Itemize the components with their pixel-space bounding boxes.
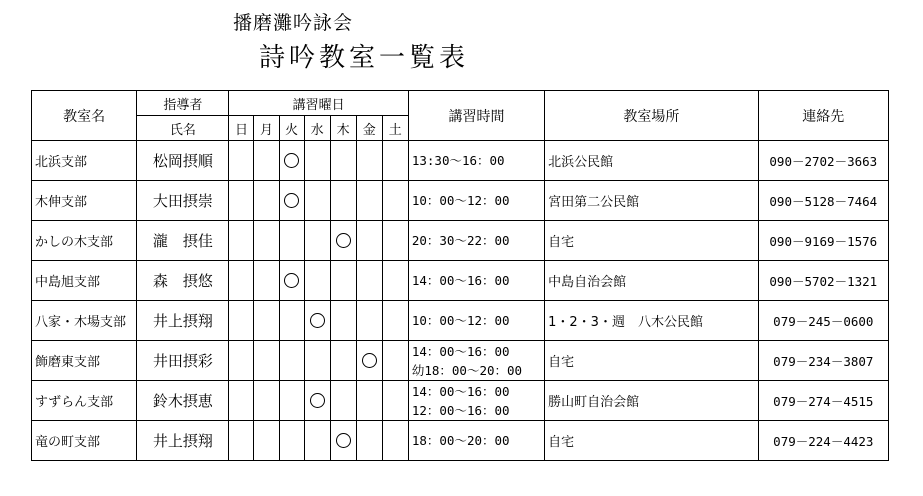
day-cell xyxy=(330,221,356,261)
day-cell xyxy=(254,141,279,181)
header-day-sat: 土 xyxy=(382,116,408,141)
class-place: 宮田第二公民館 xyxy=(545,181,758,221)
day-cell xyxy=(254,221,279,261)
day-cell xyxy=(279,141,304,181)
day-marker-circle-icon xyxy=(284,273,299,288)
day-cell xyxy=(382,381,408,421)
table-row xyxy=(32,421,889,461)
class-time-line: 14：00～16：00 xyxy=(411,383,510,399)
class-place: 自宅 xyxy=(545,221,758,261)
day-cell xyxy=(330,181,356,221)
leader-name: 松岡摂順 xyxy=(137,141,229,181)
day-cell xyxy=(229,301,254,341)
day-cell xyxy=(279,381,304,421)
contact-number: 079－274－4515 xyxy=(758,381,888,421)
class-place: 自宅 xyxy=(545,421,758,461)
day-cell xyxy=(304,381,330,421)
day-cell xyxy=(356,181,382,221)
day-cell xyxy=(229,261,254,301)
header-place: 教室場所 xyxy=(545,91,758,141)
class-time xyxy=(408,381,544,421)
contact-number: 079－224－4423 xyxy=(758,421,888,461)
class-time xyxy=(408,301,544,341)
day-cell xyxy=(356,421,382,461)
day-cell xyxy=(229,221,254,261)
day-cell xyxy=(279,261,304,301)
header-day-wed: 水 xyxy=(304,116,330,141)
day-cell xyxy=(382,341,408,381)
day-cell xyxy=(382,261,408,301)
day-marker-circle-icon xyxy=(284,153,299,168)
classroom-name: 木伸支部 xyxy=(32,181,137,221)
day-cell xyxy=(229,141,254,181)
class-place: 自宅 xyxy=(545,341,758,381)
class-time xyxy=(408,261,544,301)
day-cell xyxy=(279,221,304,261)
contact-number: 090－2702－3663 xyxy=(758,141,888,181)
class-time-line: 10：00～12：00 xyxy=(411,313,510,328)
day-cell xyxy=(304,141,330,181)
classroom-name: 北浜支部 xyxy=(32,141,137,181)
day-cell xyxy=(330,141,356,181)
contact-number: 090－5128－7464 xyxy=(758,181,888,221)
day-cell xyxy=(356,141,382,181)
header-day-mon: 月 xyxy=(254,116,279,141)
day-cell xyxy=(382,141,408,181)
day-marker-circle-icon xyxy=(284,193,299,208)
leader-name: 井上摂翔 xyxy=(137,421,229,461)
day-cell xyxy=(356,221,382,261)
table-row xyxy=(32,341,889,381)
leader-name: 瀧 摂佳 xyxy=(137,221,229,261)
contact-number: 090－5702－1321 xyxy=(758,261,888,301)
day-cell xyxy=(382,301,408,341)
day-marker-circle-icon xyxy=(310,393,325,408)
day-cell xyxy=(304,181,330,221)
header-days: 講習曜日 xyxy=(229,91,408,116)
header-contact: 連絡先 xyxy=(758,91,888,141)
class-time-line: 18：00～20：00 xyxy=(411,433,510,448)
class-time-line: 10：00～12：00 xyxy=(411,193,510,208)
day-cell xyxy=(279,421,304,461)
day-cell xyxy=(304,341,330,381)
day-cell xyxy=(382,221,408,261)
page-title: 詩吟教室一覧表 xyxy=(259,43,470,73)
contact-number: 079－234－3807 xyxy=(758,341,888,381)
classroom-name: すずらん支部 xyxy=(32,381,137,421)
leader-name: 鈴木摂恵 xyxy=(137,381,229,421)
day-cell xyxy=(304,221,330,261)
day-cell xyxy=(382,181,408,221)
day-cell xyxy=(229,421,254,461)
leader-name: 森 摂悠 xyxy=(137,261,229,301)
day-cell xyxy=(304,301,330,341)
day-marker-circle-icon xyxy=(310,313,325,328)
day-cell xyxy=(356,261,382,301)
header-day-thu: 木 xyxy=(330,116,356,141)
class-time-line: 20：30～22：00 xyxy=(411,233,510,248)
classroom-name: 八家・木場支部 xyxy=(32,301,137,341)
day-cell xyxy=(229,381,254,421)
day-cell xyxy=(254,421,279,461)
day-cell xyxy=(254,341,279,381)
leader-name: 井田摂彩 xyxy=(137,341,229,381)
day-cell xyxy=(229,341,254,381)
day-cell xyxy=(356,301,382,341)
class-place: 1・2・3・週 八木公民館 xyxy=(545,301,758,341)
class-time xyxy=(408,181,544,221)
header-leader-line2: 氏名 xyxy=(137,116,229,141)
day-cell xyxy=(279,341,304,381)
table-row xyxy=(32,261,889,301)
day-cell xyxy=(330,301,356,341)
day-marker-circle-icon xyxy=(336,233,351,248)
table-row xyxy=(32,381,889,421)
header-classroom: 教室名 xyxy=(32,91,137,141)
class-place: 中島自治会館 xyxy=(545,261,758,301)
day-cell xyxy=(330,381,356,421)
class-time xyxy=(408,341,544,381)
leader-name: 井上摂翔 xyxy=(137,301,229,341)
leader-name: 大田摂崇 xyxy=(137,181,229,221)
header-time: 講習時間 xyxy=(408,91,544,141)
classroom-name: 中島旭支部 xyxy=(32,261,137,301)
contact-number: 079－245－0600 xyxy=(758,301,888,341)
day-cell xyxy=(356,341,382,381)
class-time xyxy=(408,221,544,261)
day-cell xyxy=(254,261,279,301)
day-cell xyxy=(330,421,356,461)
day-cell xyxy=(304,421,330,461)
day-cell xyxy=(382,421,408,461)
header-day-fri: 金 xyxy=(356,116,382,141)
classroom-name: 飾磨東支部 xyxy=(32,341,137,381)
day-cell xyxy=(254,301,279,341)
header-leader-line1: 指導者 xyxy=(137,91,229,116)
classroom-table xyxy=(31,90,889,461)
contact-number: 090－9169－1576 xyxy=(758,221,888,261)
class-place: 北浜公民館 xyxy=(545,141,758,181)
class-time-line-2: 幼18：00～20：00 xyxy=(411,362,523,378)
header-day-tue: 火 xyxy=(279,116,304,141)
organization-name: 播磨灘吟詠会 xyxy=(233,12,354,34)
table-row xyxy=(32,301,889,341)
class-time-line-2: 12：00～16：00 xyxy=(411,402,510,418)
class-time xyxy=(408,141,544,181)
day-marker-circle-icon xyxy=(336,433,351,448)
day-cell xyxy=(356,381,382,421)
day-cell xyxy=(330,341,356,381)
day-cell xyxy=(304,261,330,301)
header-day-sun: 日 xyxy=(229,116,254,141)
class-place: 勝山町自治会館 xyxy=(545,381,758,421)
class-time-line: 13:30～16：00 xyxy=(411,153,505,168)
class-time-line: 14：00～16：00 xyxy=(411,273,510,288)
table-row xyxy=(32,141,889,181)
class-time-line: 14：00～16：00 xyxy=(411,343,510,359)
day-cell xyxy=(254,381,279,421)
day-cell xyxy=(254,181,279,221)
day-cell xyxy=(229,181,254,221)
table-row xyxy=(32,181,889,221)
day-cell xyxy=(279,181,304,221)
day-cell xyxy=(330,261,356,301)
table-row xyxy=(32,221,889,261)
classroom-name: かしの木支部 xyxy=(32,221,137,261)
class-time xyxy=(408,421,544,461)
day-marker-circle-icon xyxy=(362,353,377,368)
classroom-name: 竜の町支部 xyxy=(32,421,137,461)
day-cell xyxy=(279,301,304,341)
